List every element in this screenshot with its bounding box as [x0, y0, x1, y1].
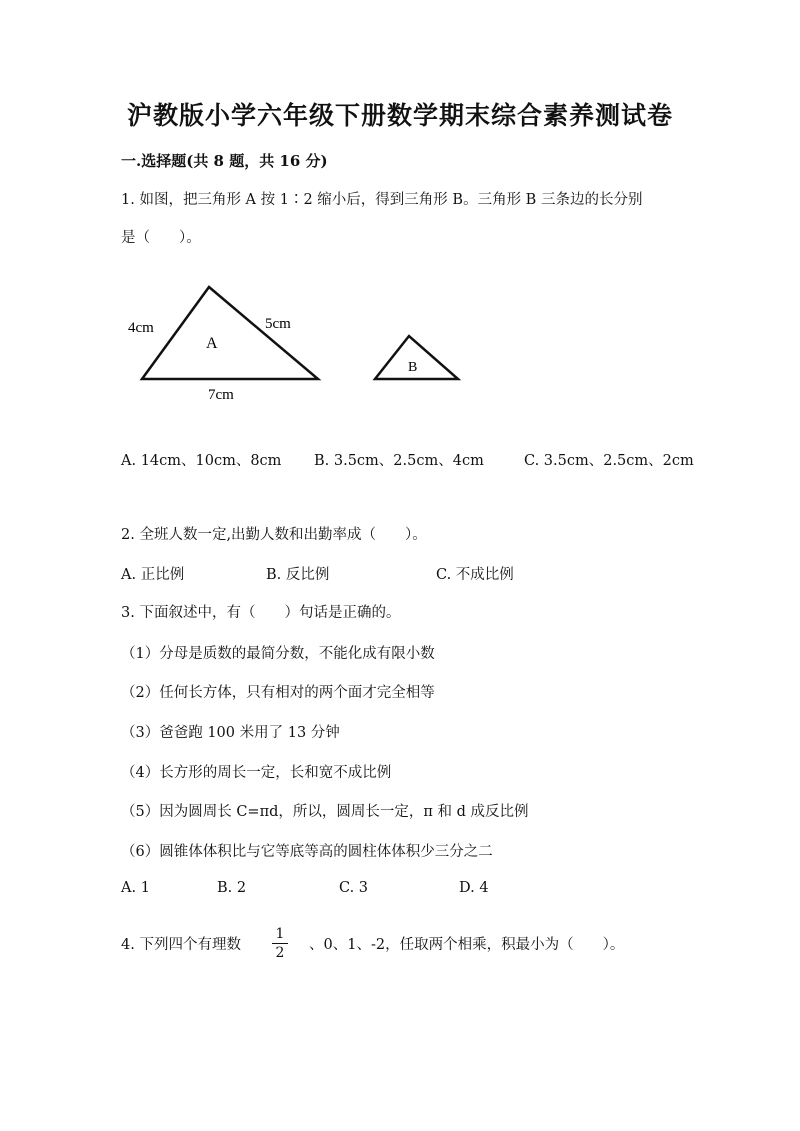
q1-option-c: C. 3.5cm、2.5cm、2cm	[524, 453, 694, 469]
side-left-label: 4cm	[128, 320, 154, 336]
page-title: 沪教版小学六年级下册数学期末综合素养测试卷	[126, 101, 673, 130]
q3-option-b: B. 2	[217, 880, 247, 896]
q1-option-a: A. 14cm、10cm、8cm	[121, 453, 282, 469]
question-2: 2. 全班人数一定,出勤人数和出勤率成（ ）。	[121, 527, 427, 543]
q3-item-4: （4）长方形的周长一定，长和宽不成比例	[121, 765, 392, 781]
q2-option-b: B. 反比例	[266, 567, 330, 583]
side-right-label: 5cm	[265, 316, 291, 332]
triangle-a	[142, 287, 318, 379]
side-bottom-label: 7cm	[208, 387, 234, 403]
q3-item-2: （2）任何长方体，只有相对的两个面才完全相等	[121, 685, 435, 701]
triangle-figure	[120, 280, 480, 410]
q3-option-c: C. 3	[339, 880, 369, 896]
q1-option-b: B. 3.5cm、2.5cm、4cm	[314, 453, 484, 469]
fraction-numerator: 1	[275, 926, 285, 942]
question-3: 3. 下面叙述中，有（ ）句话是正确的。	[121, 605, 401, 621]
fraction-bar	[272, 943, 288, 944]
triangle-b-label: B	[408, 360, 418, 375]
q3-option-a: A. 1	[121, 880, 150, 896]
q3-item-3: （3）爸爸跑 100 米用了 13 分钟	[121, 725, 340, 741]
section-heading: 一.选择题(共 8 题，共 16 分)	[121, 152, 328, 170]
question-1-line-1: 1. 如图，把三角形 A 按 1∶2 缩小后，得到三角形 B。三角形 B 三条边的长分别	[121, 192, 643, 208]
question-1-line-2: 是（ ）。	[121, 230, 201, 246]
q2-option-a: A. 正比例	[121, 567, 185, 583]
q3-option-d: D. 4	[459, 880, 489, 896]
q2-option-c: C. 不成比例	[436, 567, 514, 583]
question-4-suffix: 、0、1、-2，任取两个相乘，积最小为（ ）。	[309, 937, 625, 953]
question-4-prefix: 4. 下列四个有理数	[121, 937, 241, 953]
fraction-one-half	[270, 926, 290, 961]
q3-item-6: （6）圆锥体体积比与它等底等高的圆柱体体积少三分之二	[121, 844, 493, 860]
fraction-denominator: 2	[275, 945, 285, 961]
q3-item-5: （5）因为圆周长 C=πd，所以，圆周长一定，π 和 d 成反比例	[121, 804, 529, 820]
triangle-a-label: A	[206, 335, 218, 352]
q3-item-1: （1）分母是质数的最简分数，不能化成有限小数	[121, 646, 435, 662]
